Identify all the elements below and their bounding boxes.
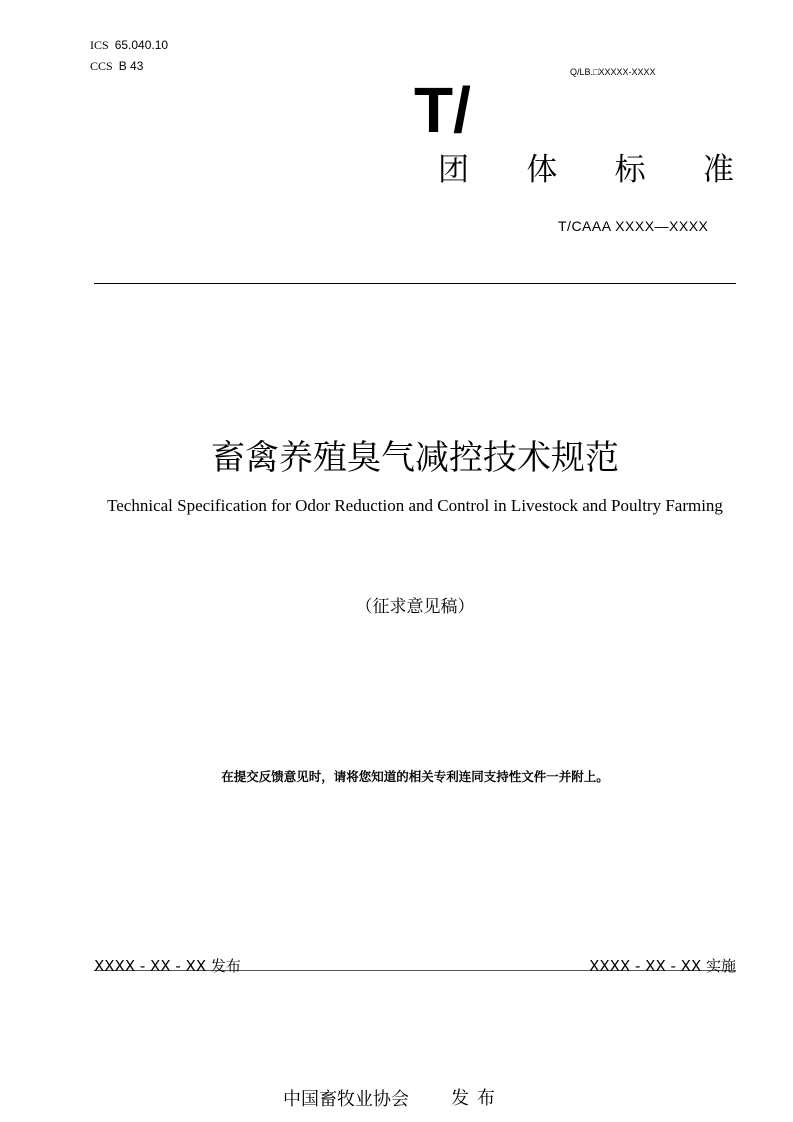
implement-date: XXXX - XX - XX 实施 — [589, 957, 736, 975]
publish-date: XXXX - XX - XX 发布 — [94, 957, 241, 975]
standard-type-char: 标 — [614, 152, 646, 188]
standard-type — [438, 152, 734, 189]
title-chinese: 畜禽养殖臭气减控技术规范 — [211, 438, 619, 478]
header-divider — [94, 283, 736, 284]
ccs-label: CCS — [90, 59, 113, 73]
standard-logo: T/ — [414, 74, 471, 146]
standard-type-char: 准 — [702, 152, 734, 188]
issue-label: 发布 — [451, 1088, 503, 1109]
publisher-organization: 中国畜牧业协会 — [283, 1089, 409, 1110]
ics-code — [90, 38, 168, 53]
title-english: Technical Specification for Odor Reduction and Control in Livestock and Poultry Farming — [107, 496, 723, 515]
ics-label: ICS — [90, 38, 109, 52]
standard-type-char: 体 — [526, 152, 558, 188]
ccs-code — [90, 59, 143, 74]
patent-notice: 在提交反馈意见时，请将您知道的相关专利连同支持性文件一并附上。 — [221, 769, 609, 784]
qlb-code: Q/LB.□XXXXX-XXXX — [570, 67, 656, 77]
standard-code: T/CAAA XXXX—XXXX — [558, 218, 709, 234]
draft-label: （征求意见稿） — [355, 597, 475, 617]
ics-value: 65.040.10 — [114, 38, 169, 52]
date-line — [94, 955, 736, 975]
standard-type-char: 团 — [438, 152, 469, 188]
ccs-value: B 43 — [118, 59, 144, 73]
